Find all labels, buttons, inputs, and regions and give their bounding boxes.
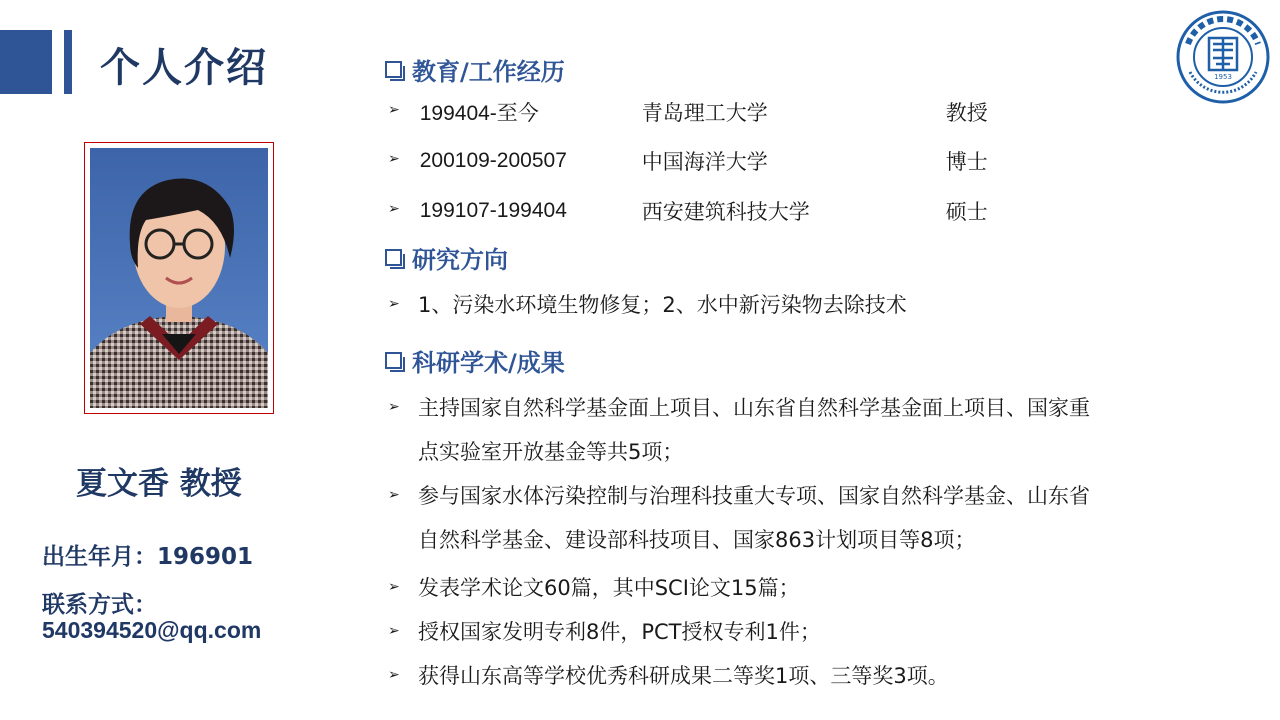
arrow-bullet-icon: ➢	[388, 151, 400, 167]
arrow-bullet-icon: ➢	[388, 623, 400, 639]
title-accent-block	[0, 30, 52, 94]
education-role: 硕士	[945, 200, 988, 224]
university-logo	[1176, 10, 1270, 104]
achievement-line: 点实验室开放基金等共5项；	[418, 440, 684, 464]
research-text: 1、污染水环境生物修复；2、水中新污染物去除技术	[418, 293, 907, 317]
research-heading-text: 研究方向	[412, 246, 508, 274]
research-heading	[385, 240, 508, 275]
arrow-bullet-icon: ➢	[388, 201, 400, 217]
achievement-line: 参与国家水体污染控制与治理科技重大专项、国家自然科学基金、山东省	[418, 484, 1090, 508]
birth-date: 出生年月：196901	[42, 544, 254, 570]
research-item	[388, 283, 1208, 327]
education-row	[388, 146, 988, 176]
education-row	[388, 196, 988, 226]
education-role: 博士	[945, 150, 988, 174]
education-school: 西安建筑科技大学	[641, 200, 810, 224]
contact-label: 联系方式：	[42, 592, 157, 618]
achievement-item	[388, 654, 1208, 698]
arrow-bullet-icon: ➢	[388, 102, 400, 118]
education-school: 中国海洋大学	[641, 150, 768, 174]
page-title: 个人介绍	[100, 45, 268, 91]
achievement-line: 授权国家发明专利8件，PCT授权专利1件；	[418, 620, 821, 644]
arrow-bullet-icon: ➢	[388, 296, 400, 312]
arrow-bullet-icon: ➢	[388, 579, 400, 595]
education-period: 200109-200507	[419, 149, 567, 172]
title-accent-bar	[64, 30, 72, 94]
achievement-line: 主持国家自然科学基金面上项目、山东省自然科学基金面上项目、国家重	[418, 396, 1090, 420]
portrait-photo	[84, 142, 274, 414]
education-school: 青岛理工大学	[641, 101, 768, 125]
achievement-line: 获得山东高等学校优秀科研成果二等奖1项、三等奖3项。	[418, 664, 949, 688]
person-name: 夏文香 教授	[76, 466, 242, 502]
education-period: 199107-199404	[419, 199, 567, 222]
education-heading	[385, 52, 565, 87]
contact-email[interactable]: 540394520@qq.com	[42, 617, 262, 643]
arrow-bullet-icon: ➢	[388, 667, 400, 683]
achievement-item	[388, 474, 1208, 562]
education-row	[388, 97, 988, 127]
checkbox-icon	[385, 61, 402, 78]
education-heading-text: 教育/工作经历	[412, 58, 565, 86]
arrow-bullet-icon: ➢	[388, 399, 400, 415]
achievement-line: 自然科学基金、建设部科技项目、国家863计划项目等8项；	[418, 528, 976, 552]
achievements-heading	[385, 343, 565, 378]
logo-year: 1953	[1214, 73, 1232, 81]
checkbox-icon	[385, 352, 402, 369]
achievement-line: 发表学术论文60篇，其中SCI论文15篇；	[418, 576, 800, 600]
education-role: 教授	[945, 101, 988, 125]
education-period: 199404-至今	[419, 102, 539, 125]
checkbox-icon	[385, 249, 402, 266]
arrow-bullet-icon: ➢	[388, 487, 400, 503]
achievement-item	[388, 566, 1208, 610]
achievements-heading-text: 科研学术/成果	[412, 349, 565, 377]
achievement-item	[388, 610, 1208, 654]
achievement-item	[388, 386, 1208, 474]
